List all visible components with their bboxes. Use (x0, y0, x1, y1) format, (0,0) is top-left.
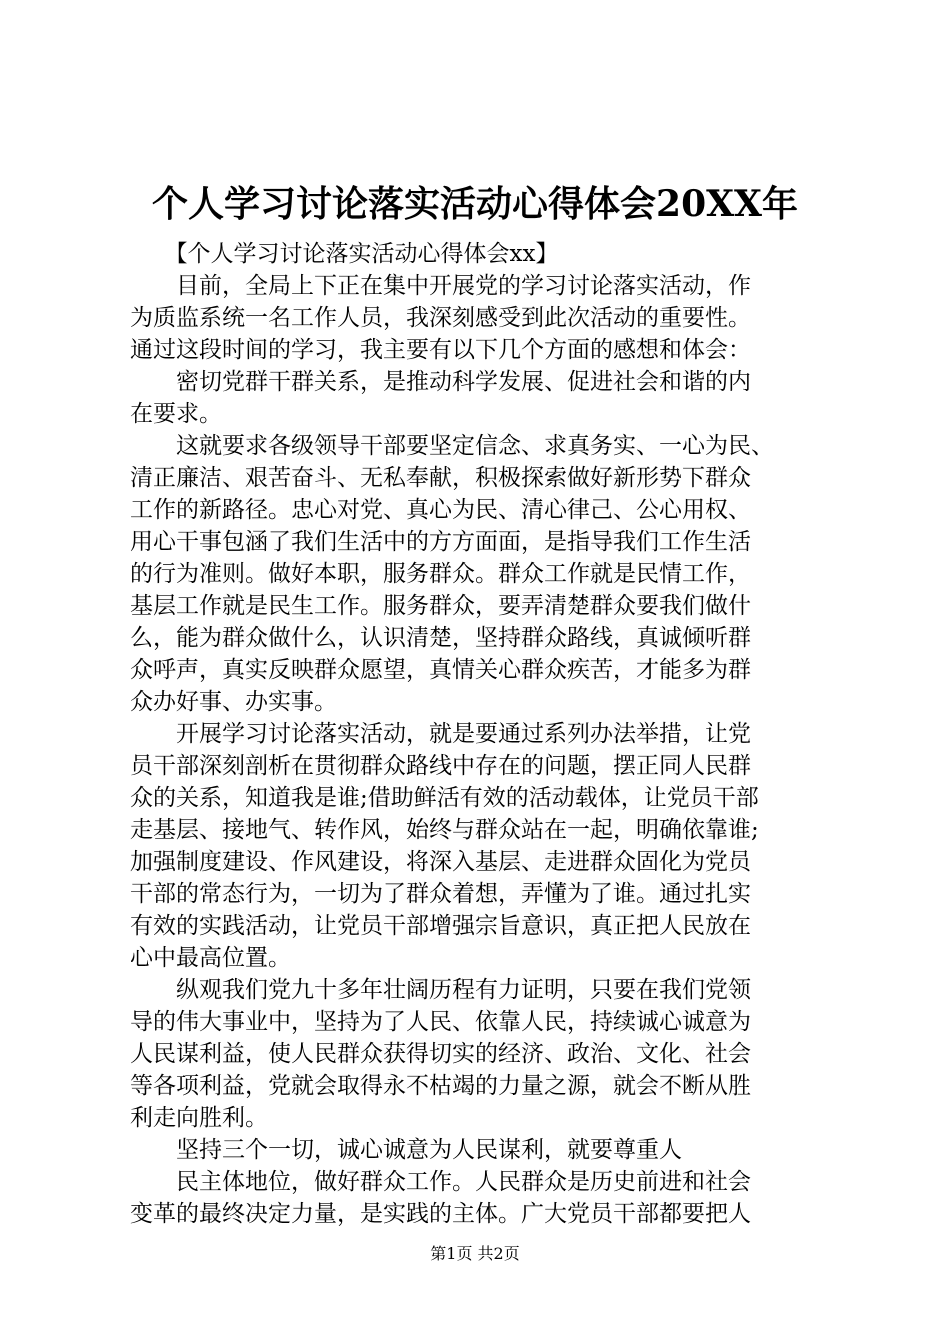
body-line: 利走向胜利。 (130, 1105, 268, 1131)
body-line: 导的伟大事业中，坚持为了人民、依靠人民，持续诚心诚意为 (130, 1009, 751, 1035)
body-line: 通过这段时间的学习，我主要有以下几个方面的感想和体会： (130, 337, 751, 363)
page-number: 第1页 共2页 (430, 1244, 520, 1263)
body-line: 清正廉洁、艰苦奋斗、无私奉献，积极探索做好新形势下群众 (130, 465, 751, 491)
body-line: 民主体地位，做好群众工作。人民群众是历史前进和社会 (130, 1169, 751, 1195)
body-line: 工作的新路径。忠心对党、真心为民、清心律己、公心用权、 (130, 497, 751, 523)
document-title: 个人学习讨论落实活动心得体会20XX年 (152, 183, 798, 225)
body-line: 基层工作就是民生工作。服务群众，要弄清楚群众要我们做什 (130, 593, 751, 619)
body-line: 众的关系，知道我是谁;借助鲜活有效的活动载体，让党员干部 (130, 785, 759, 811)
body-line: 开展学习讨论落实活动，就是要通过系列办法举措，让党 (130, 721, 751, 747)
body-line: 员干部深刻剖析在贯彻群众路线中存在的问题，摆正同人民群 (130, 753, 751, 779)
body-line: 有效的实践活动，让党员干部增强宗旨意识，真正把人民放在 (130, 913, 751, 939)
body-line: 人民谋利益，使人民群众获得切实的经济、政治、文化、社会 (130, 1041, 751, 1067)
body-line: 的行为准则。做好本职，服务群众。群众工作就是民情工作， (130, 561, 751, 587)
body-line: 【个人学习讨论落实活动心得体会xx】 (130, 241, 559, 267)
body-line: 在要求。 (130, 401, 222, 427)
body-line: 心中最高位置。 (130, 945, 291, 971)
body-line: 目前，全局上下正在集中开展党的学习讨论落实活动，作 (130, 273, 751, 299)
body-line: 这就要求各级领导干部要坚定信念、求真务实、一心为民、 (130, 433, 774, 459)
body-line: 众办好事、办实事。 (130, 689, 337, 715)
body-line: 干部的常态行为，一切为了群众着想，弄懂为了谁。通过扎实 (130, 881, 751, 907)
body-line: 么，能为群众做什么，认识清楚，坚持群众路线，真诚倾听群 (130, 625, 751, 651)
body-line: 坚持三个一切，诚心诚意为人民谋利，就要尊重人 (130, 1137, 682, 1163)
body-line: 等各项利益，党就会取得永不枯竭的力量之源，就会不断从胜 (130, 1073, 751, 1099)
body-line: 密切党群干群关系，是推动科学发展、促进社会和谐的内 (130, 369, 751, 395)
body-line: 加强制度建设、作风建设，将深入基层、走进群众固化为党员 (130, 849, 751, 875)
body-line: 为质监系统一名工作人员，我深刻感受到此次活动的重要性。 (130, 305, 751, 331)
body-line: 走基层、接地气、转作风，始终与群众站在一起，明确依靠谁; (130, 817, 759, 843)
body-line: 纵观我们党九十多年壮阔历程有力证明，只要在我们党领 (130, 977, 751, 1003)
body-line: 众呼声，真实反映群众愿望，真情关心群众疾苦，才能多为群 (130, 657, 751, 683)
document-body (130, 238, 830, 1230)
body-line: 用心干事包涵了我们生活中的方方面面，是指导我们工作生活 (130, 529, 751, 555)
body-line: 变革的最终决定力量，是实践的主体。广大党员干部都要把人 (130, 1201, 751, 1227)
